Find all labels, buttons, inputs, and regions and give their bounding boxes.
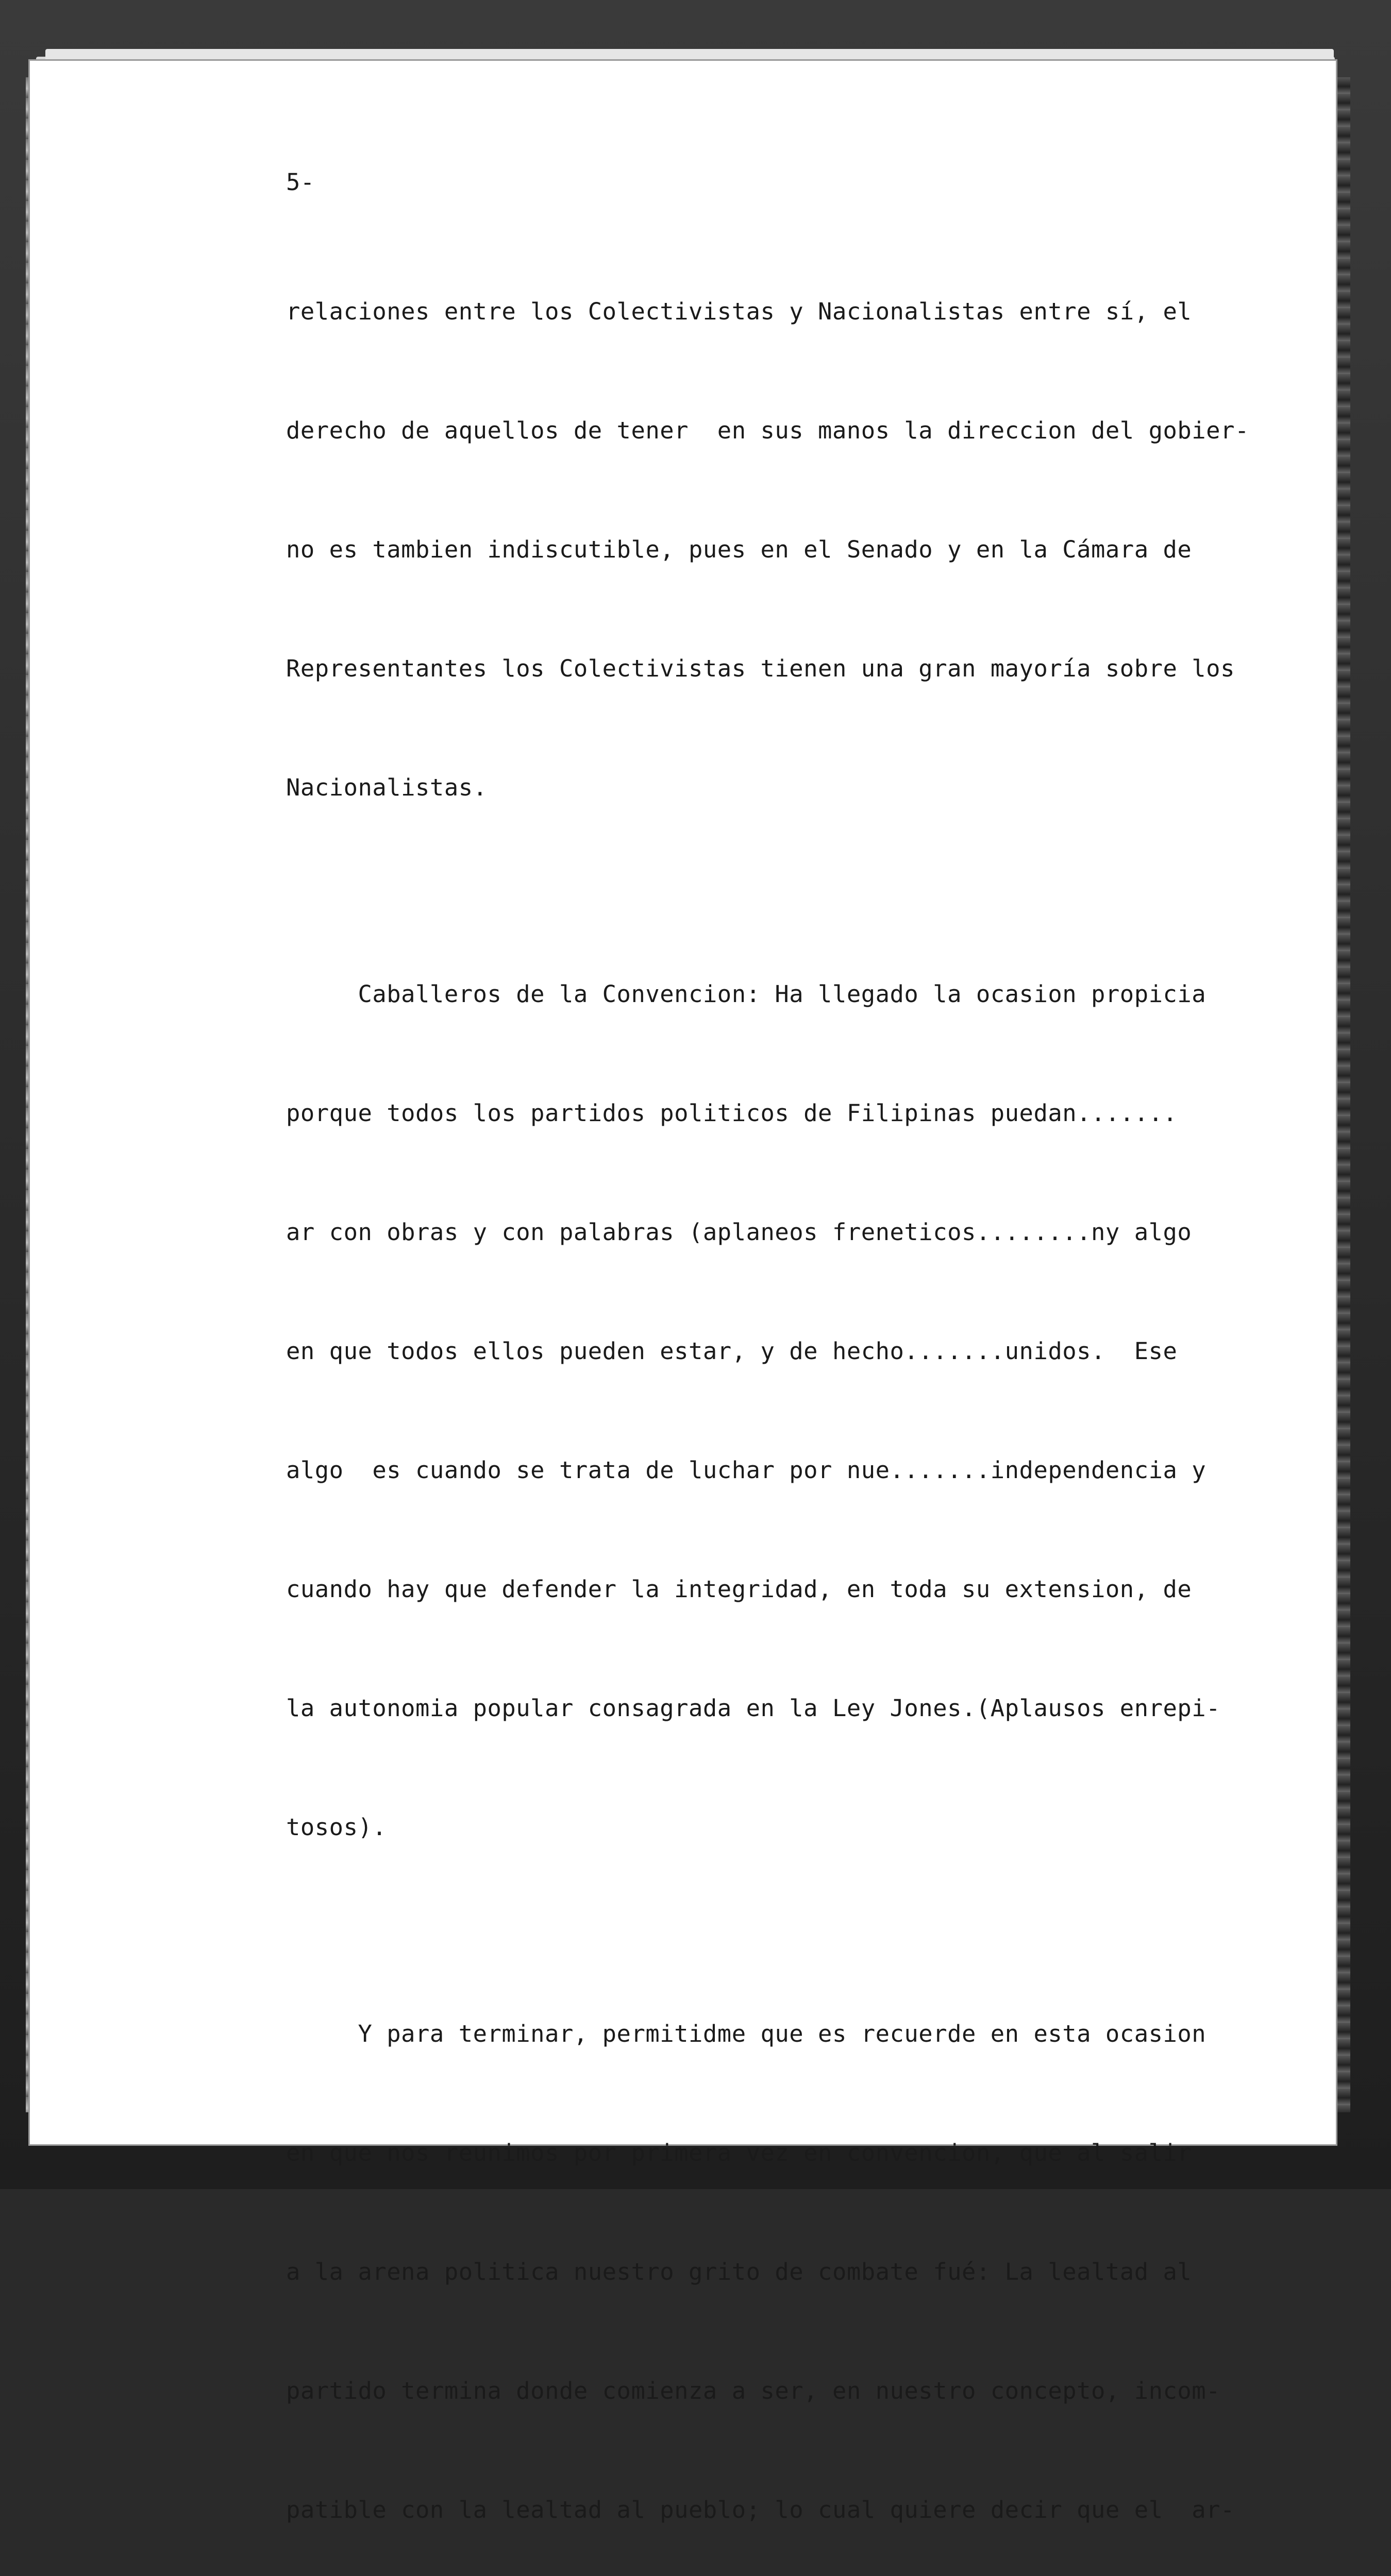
text-line: relaciones entre los Colectivistas y Nacionalistas entre sí, el xyxy=(286,298,1192,325)
paragraph-2 xyxy=(286,895,1221,1926)
text-line: la autonomia popular consagrada en la Ley Jones.(Aplausos enrepi- xyxy=(286,1694,1221,1722)
text-line: Representantes los Colectivistas tienen una gran mayoría sobre los xyxy=(286,655,1235,682)
text-line: patible con la lealtad al pueblo; lo cual quiere decir que el ar- xyxy=(286,2496,1235,2523)
paragraph-3 xyxy=(286,1935,1235,2576)
text-line: Nacionalistas. xyxy=(286,774,488,801)
text-line: cuando hay que defender la integridad, en toda su extension, de xyxy=(286,1575,1192,1603)
text-line: ar con obras y con palabras (aplaneos freneticos........ny algo xyxy=(286,1218,1192,1246)
text-line: no es tambien indiscutible, pues en el Senado y en la Cámara de xyxy=(286,536,1192,563)
text-line: Caballeros de la Convencion: Ha llegado la ocasion propicia xyxy=(286,980,1206,1008)
paragraph-1 xyxy=(286,212,1249,887)
text-line: en que todos ellos pueden estar, y de hecho.......unidos. Ese xyxy=(286,1337,1178,1365)
typewritten-text xyxy=(286,162,1249,2576)
page-number: 5- xyxy=(286,168,315,196)
text-line: tosos). xyxy=(286,1814,387,1841)
text-line: partido termina donde comienza a ser, en nuestro concepto, incom- xyxy=(286,2377,1221,2404)
text-line: en que nos reunimos por primera vez en convencion, que al salir xyxy=(286,2139,1192,2166)
text-line: algo es cuando se trata de luchar por nue.......independencia y xyxy=(286,1456,1206,1484)
text-line: Y para terminar, permitidme que es recuerde en esta ocasion xyxy=(286,2020,1206,2047)
text-line: porque todos los partidos politicos de Filipinas puedan....... xyxy=(286,1099,1178,1127)
text-line: derecho de aquellos de tener en sus manos la direccion del gobier- xyxy=(286,417,1249,444)
text-line: a la arena politica nuestro grito de combate fué: La lealtad al xyxy=(286,2258,1192,2285)
